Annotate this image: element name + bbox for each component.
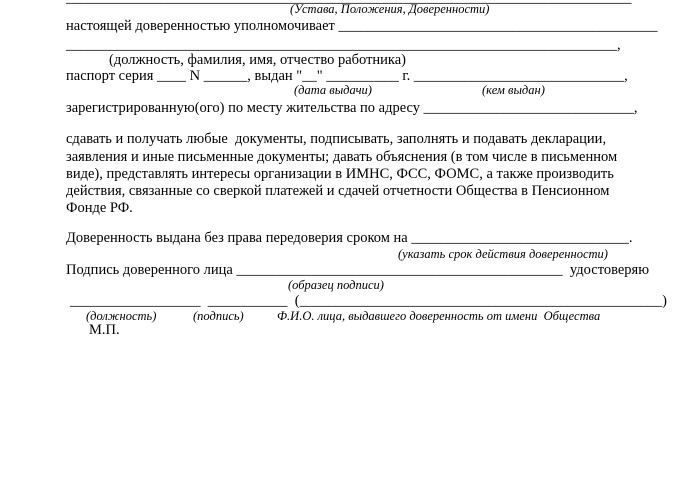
caption-statute: (Устава, Положения, Доверенности) <box>290 2 490 16</box>
caption-position: (должность) <box>86 309 157 323</box>
authorize-line: настоящей доверенностью уполномочивает ____________________________________________ <box>66 18 658 34</box>
caption-signature: (подпись) <box>193 309 244 323</box>
paragraph-line: Фонде РФ. <box>66 200 133 216</box>
paragraph-line: виде), представлять интересы организации в ИМНС, ФСС, ФОМС, а также производить <box>66 166 614 182</box>
registered-address-line: зарегистрированную(ого) по месту жительства по адресу _____________________________, <box>66 100 638 116</box>
paragraph-line: действия, связанные со сверкой платежей и сдачей отчетности Общества в Пенсионном <box>66 183 610 199</box>
caption-term: (указать срок действия доверенности) <box>398 247 608 261</box>
paragraph-line: сдавать и получать любые документы, подписывать, заполнять и подавать декларации, <box>66 131 607 147</box>
caption-issued-by: (кем выдан) <box>482 83 545 97</box>
passport-line: паспорт серия ____ N ______, выдан "__" __________ г. _____________________________, <box>66 68 628 84</box>
term-line: Доверенность выдана без права передоверия сроком на ______________________________. <box>66 230 633 246</box>
caption-employee: (должность, фамилия, имя, отчество работника) <box>109 52 407 68</box>
paragraph-line: заявления и иные письменные документы; давать объяснения (в том числе в письменном <box>66 149 618 165</box>
caption-issue-date: (дата выдачи) <box>294 83 372 97</box>
signature-line: Подпись доверенного лица _____________________________________________ удостоверяю <box>66 262 650 278</box>
employee-blank-line: ____________________________________________________________________________, <box>66 37 621 53</box>
caption-fio: Ф.И.О. лица, выдавшего доверенность от имени Общества <box>277 309 601 323</box>
seal-place: М.П. <box>89 322 120 338</box>
caption-sample-signature: (образец подписи) <box>288 278 384 292</box>
signatory-blanks-line: __________________ ___________ (__________________________________________________) <box>70 293 667 309</box>
